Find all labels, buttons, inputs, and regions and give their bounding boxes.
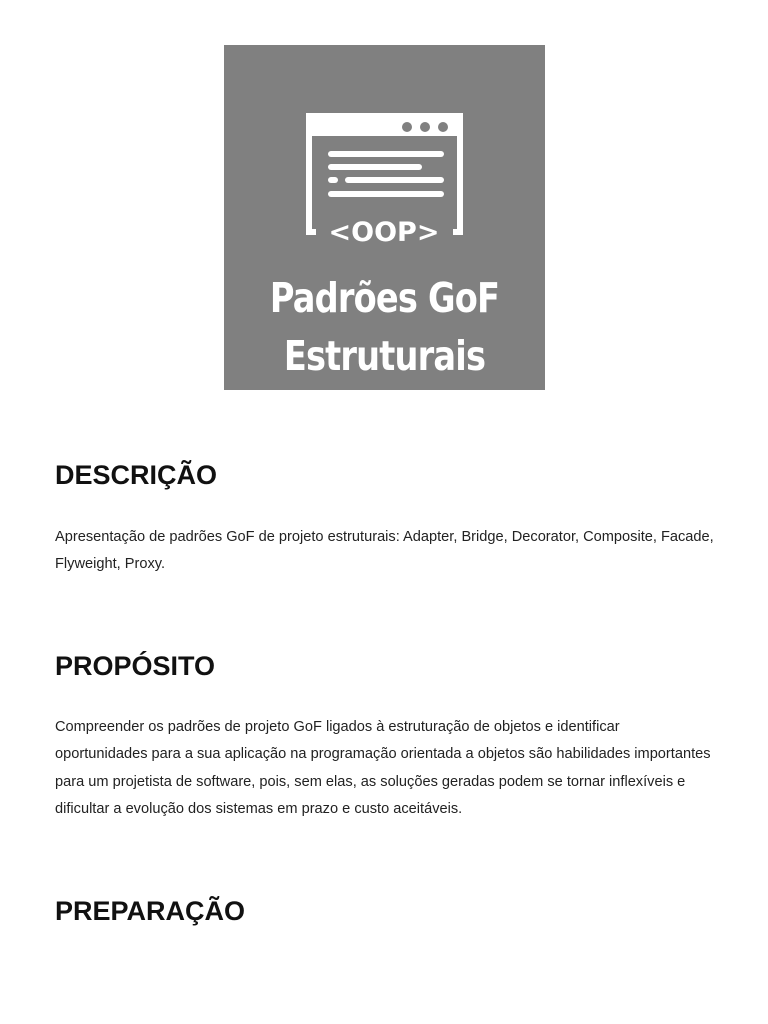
cover-image xyxy=(224,45,545,390)
window-dot-icon xyxy=(402,122,412,132)
section-heading-preparacao: PREPARAÇÃO xyxy=(55,896,246,926)
cover-title-line2: Estruturais xyxy=(283,332,486,380)
oop-label: <OOP> xyxy=(328,217,440,248)
window-dot-icon xyxy=(420,122,430,132)
window-dot-icon xyxy=(438,122,448,132)
section-text-proposito: Compreender os padrões de projeto GoF ligados à estruturação de objetos e identificar oportunidades para a sua aplicação na programação orientada a objetos são habilidades importantes para um projetista de software, pois, sem elas, as soluções geradas podem se tornar inflexíveis e dificultar a evolução dos sistemas em prazo e custo aceitáveis. xyxy=(55,719,711,818)
section-heading-descricao: DESCRIÇÃO xyxy=(55,460,218,490)
section-heading-proposito: PROPÓSITO xyxy=(55,651,216,681)
section-text-descricao: Apresentação de padrões GoF de projeto estruturais: Adapter, Bridge, Decorator, Composite, Facade, Flyweight, Proxy. xyxy=(55,529,714,573)
cover-title-line1: Padrões GoF xyxy=(269,274,500,322)
